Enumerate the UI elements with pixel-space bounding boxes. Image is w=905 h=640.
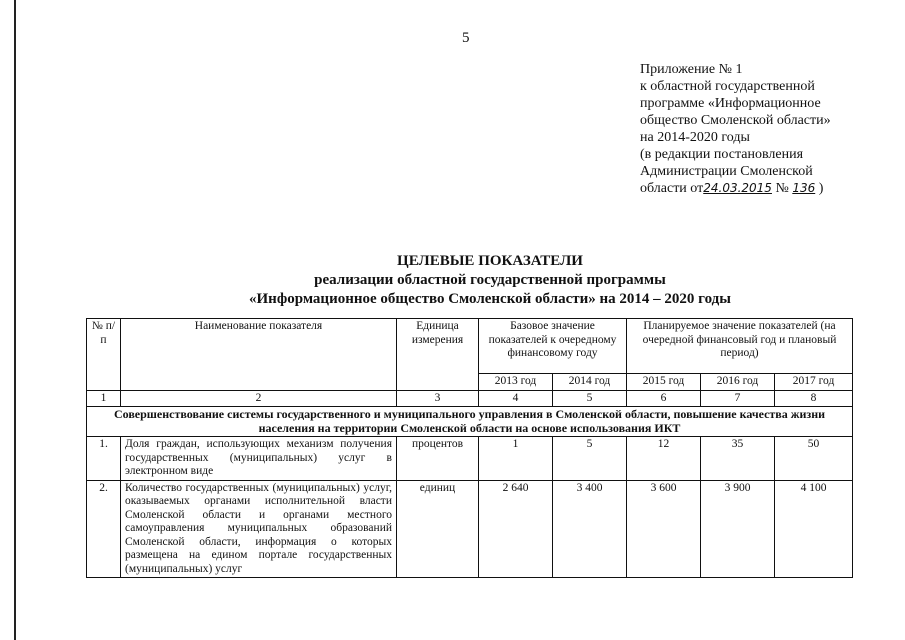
appendix-line: программе «Информационное <box>640 96 821 111</box>
appendix-date-prefix: области от <box>640 181 704 196</box>
row-value: 50 <box>775 437 853 481</box>
row-value: 12 <box>627 437 701 481</box>
column-index: 5 <box>553 390 627 407</box>
column-index-row <box>87 390 853 407</box>
row-unit: единиц <box>397 480 479 578</box>
column-index: 7 <box>701 390 775 407</box>
row-value: 3 900 <box>701 480 775 578</box>
column-index: 3 <box>397 390 479 407</box>
heading-title: ЦЕЛЕВЫЕ ПОКАЗАТЕЛИ <box>397 253 583 269</box>
appendix-line: (в редакции постановления <box>640 147 804 162</box>
appendix-line: Приложение № 1 <box>640 62 743 77</box>
heading-program: «Информационное общество Смоленской области» на 2014 – 2020 годы <box>249 291 731 307</box>
header-year: 2015 год <box>627 374 701 391</box>
appendix-line <box>640 78 855 95</box>
row-value: 3 400 <box>553 480 627 578</box>
handwritten-date: 24.03.2015 <box>703 181 772 195</box>
row-num: 1. <box>87 437 121 481</box>
handwritten-number: 136 <box>792 181 816 195</box>
document-heading <box>80 252 900 309</box>
table-row <box>87 480 853 578</box>
header-planned: Планируемое значение показателей (на очередной финансовый год и плановый период) <box>627 319 853 374</box>
row-unit: процентов <box>397 437 479 481</box>
appendix-line: общество Смоленской области» <box>640 113 831 128</box>
page-number: 5 <box>462 30 470 46</box>
row-value: 4 100 <box>775 480 853 578</box>
row-value: 35 <box>701 437 775 481</box>
section-row <box>87 407 853 437</box>
row-value: 3 600 <box>627 480 701 578</box>
column-index: 1 <box>87 390 121 407</box>
header-year: 2014 год <box>553 374 627 391</box>
left-margin-line <box>14 0 16 640</box>
table-row <box>87 437 853 481</box>
row-value: 5 <box>553 437 627 481</box>
indicators-table <box>86 318 853 578</box>
header-year: 2017 год <box>775 374 853 391</box>
header-base: Базовое значение показателей к очередному финансовому году <box>479 319 627 374</box>
row-name: Доля граждан, использующих механизм получения государственных (муниципальных) услуг в электронном виде <box>121 437 397 481</box>
number-label: № <box>775 181 789 196</box>
header-year: 2016 год <box>701 374 775 391</box>
heading-subtitle: реализации областной государственной программы <box>314 272 666 288</box>
row-num: 2. <box>87 480 121 578</box>
appendix-block <box>640 61 855 197</box>
appendix-line: Администрации Смоленской <box>640 164 813 179</box>
column-index: 2 <box>121 390 397 407</box>
column-index: 6 <box>627 390 701 407</box>
section-title: Совершенствование системы государственного и муниципального управления в Смоленской области, повышение качества жизни населения на территории Смоленской области на основе использования ИКТ <box>87 407 853 437</box>
header-unit: Единица измерения <box>397 319 479 391</box>
column-index: 4 <box>479 390 553 407</box>
appendix-line-text: к областной государственной <box>640 79 815 94</box>
appendix-line: на 2014-2020 годы <box>640 130 750 145</box>
closing-paren: ) <box>818 181 824 196</box>
header-num: № п/п <box>87 319 121 391</box>
row-value: 1 <box>479 437 553 481</box>
header-name: Наименование показателя <box>121 319 397 391</box>
header-year: 2013 год <box>479 374 553 391</box>
row-name: Количество государственных (муниципальных) услуг, оказываемых органами исполнительной власти Смоленской области и органами местного самоуправления муниципальных образований Смоленской области, информация о которых размещена на едином портале государственных (муниципальных) услуг <box>121 480 397 578</box>
appendix-last-line <box>640 180 855 197</box>
row-value: 2 640 <box>479 480 553 578</box>
header-row <box>87 319 853 374</box>
column-index: 8 <box>775 390 853 407</box>
